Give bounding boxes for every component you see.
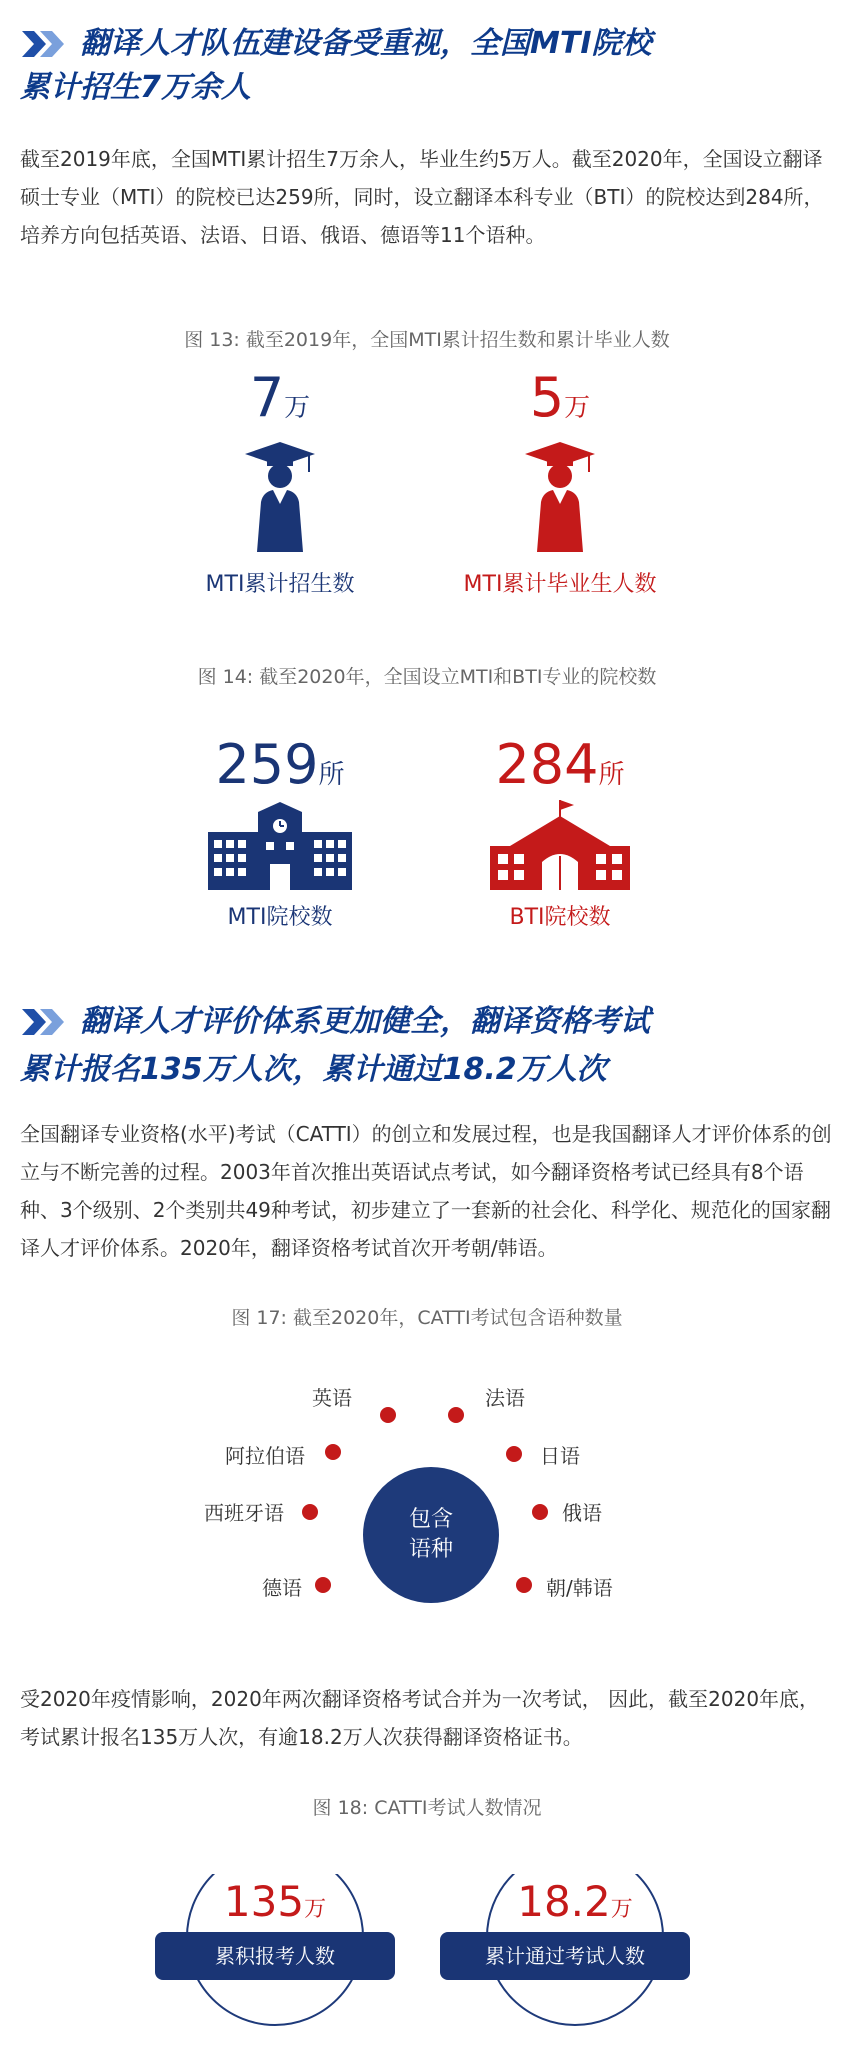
stat-number: 7 [249, 366, 285, 429]
stat-mti-enrolled [130, 368, 430, 428]
stat-number: 5 [529, 366, 565, 429]
school-building-icon [208, 802, 352, 890]
stat-label-mti-graduated: MTI累计毕业生人数 [463, 572, 657, 597]
hub-circle [363, 1467, 499, 1603]
language-dot [302, 1504, 318, 1520]
language-label: 阿拉伯语 [225, 1444, 305, 1468]
figure-13-caption: 图 13: 截至2019年，全国MTI累计招生数和累计毕业人数 [184, 329, 670, 351]
badge-number: 135 [223, 1877, 305, 1926]
language-label: 德语 [262, 1576, 302, 1600]
stat-unit: 所 [318, 760, 345, 790]
graduate-icon [525, 442, 595, 552]
language-label: 西班牙语 [204, 1501, 284, 1525]
language-dot [532, 1504, 548, 1520]
hub-line2: 语种 [408, 1537, 453, 1562]
badge-number-passed [455, 1878, 695, 1926]
double-chevron-icon [20, 27, 68, 61]
figure-18-caption: 图 18: CATTI考试人数情况 [312, 1797, 542, 1819]
stat-number: 284 [495, 733, 599, 796]
badge-number-registered [155, 1878, 395, 1926]
section-header-2 [20, 1000, 840, 1100]
language-label: 日语 [540, 1444, 580, 1468]
school-building-icon [490, 800, 630, 890]
badge-ring-mask [480, 1840, 670, 1874]
paragraph-3: 受2020年疫情影响，2020年两次翻译资格考试合并为一次考试， 因此，截至2020年底，考试累计报名135万人次，有逾18.2万人次获得翻译资格证书。 [20, 1687, 820, 1749]
language-label: 俄语 [562, 1501, 602, 1525]
double-chevron-icon [20, 1005, 68, 1039]
badge-ring-mask [180, 1840, 370, 1874]
badge-label-registered: 累积报考人数 [155, 1932, 395, 1980]
stat-unit: 万 [564, 393, 591, 423]
stat-unit: 所 [598, 760, 625, 790]
language-dot [325, 1444, 341, 1460]
language-label: 英语 [312, 1386, 352, 1410]
language-label: 朝/韩语 [546, 1576, 613, 1600]
language-dot [448, 1407, 464, 1423]
section-title-line2: 累计报名135万人次，累计通过18.2万人次 [20, 1052, 607, 1087]
hub-line1: 包含 [408, 1507, 453, 1532]
section-header-1 [20, 22, 840, 112]
section-title-line1: 翻译人才评价体系更加健全，翻译资格考试 [80, 1004, 650, 1039]
figure-14-caption: 图 14: 截至2020年，全国设立MTI和BTI专业的院校数 [197, 666, 657, 688]
paragraph-1: 截至2019年底，全国MTI累计招生7万余人，毕业生约5万人。截至2020年，全国设立翻译硕士专业（MTI）的院校已达259所，同时，设立翻译本科专业（BTI）的院校达到284所，培养方向包括英语、法语、日语、俄语、德语等11个语种。 [20, 147, 824, 247]
stat-label-mti-schools: MTI院校数 [227, 905, 333, 930]
stat-label-mti-enrolled: MTI累计招生数 [205, 572, 355, 597]
badge-label-passed: 累计通过考试人数 [440, 1932, 690, 1980]
stat-unit: 万 [284, 393, 311, 423]
badge-number: 18.2 [517, 1877, 611, 1926]
language-dot [506, 1446, 522, 1462]
stat-mti-schools [130, 735, 430, 795]
section-title-line1: 翻译人才队伍建设备受重视，全国MTI院校 [80, 26, 652, 61]
badge-unit: 万 [304, 1897, 327, 1922]
language-label: 法语 [485, 1386, 525, 1410]
language-wheel [0, 1360, 854, 1630]
stat-mti-graduated [410, 368, 710, 428]
language-dot [380, 1407, 396, 1423]
graduate-icon [245, 442, 315, 552]
stat-number: 259 [215, 733, 319, 796]
stat-label-bti-schools: BTI院校数 [509, 905, 611, 930]
paragraph-2: 全国翻译专业资格(水平)考试（CATTI）的创立和发展过程，也是我国翻译人才评价体系的创立与不断完善的过程。2003年首次推出英语试点考试，如今翻译资格考试已经具有8个语种、3个级别、2个类别共49种考试，初步建立了一套新的社会化、科学化、规范化的国家翻译人才评价体系。2020年，翻译资格考试首次开考朝/韩语。 [20, 1122, 832, 1260]
badge-unit: 万 [610, 1897, 633, 1922]
figure-17-caption: 图 17: 截至2020年，CATTI考试包含语种数量 [231, 1307, 623, 1329]
section-title-line2: 累计招生7万余人 [20, 70, 251, 105]
language-dot [315, 1577, 331, 1593]
stat-bti-schools [410, 735, 710, 795]
language-dot [516, 1577, 532, 1593]
